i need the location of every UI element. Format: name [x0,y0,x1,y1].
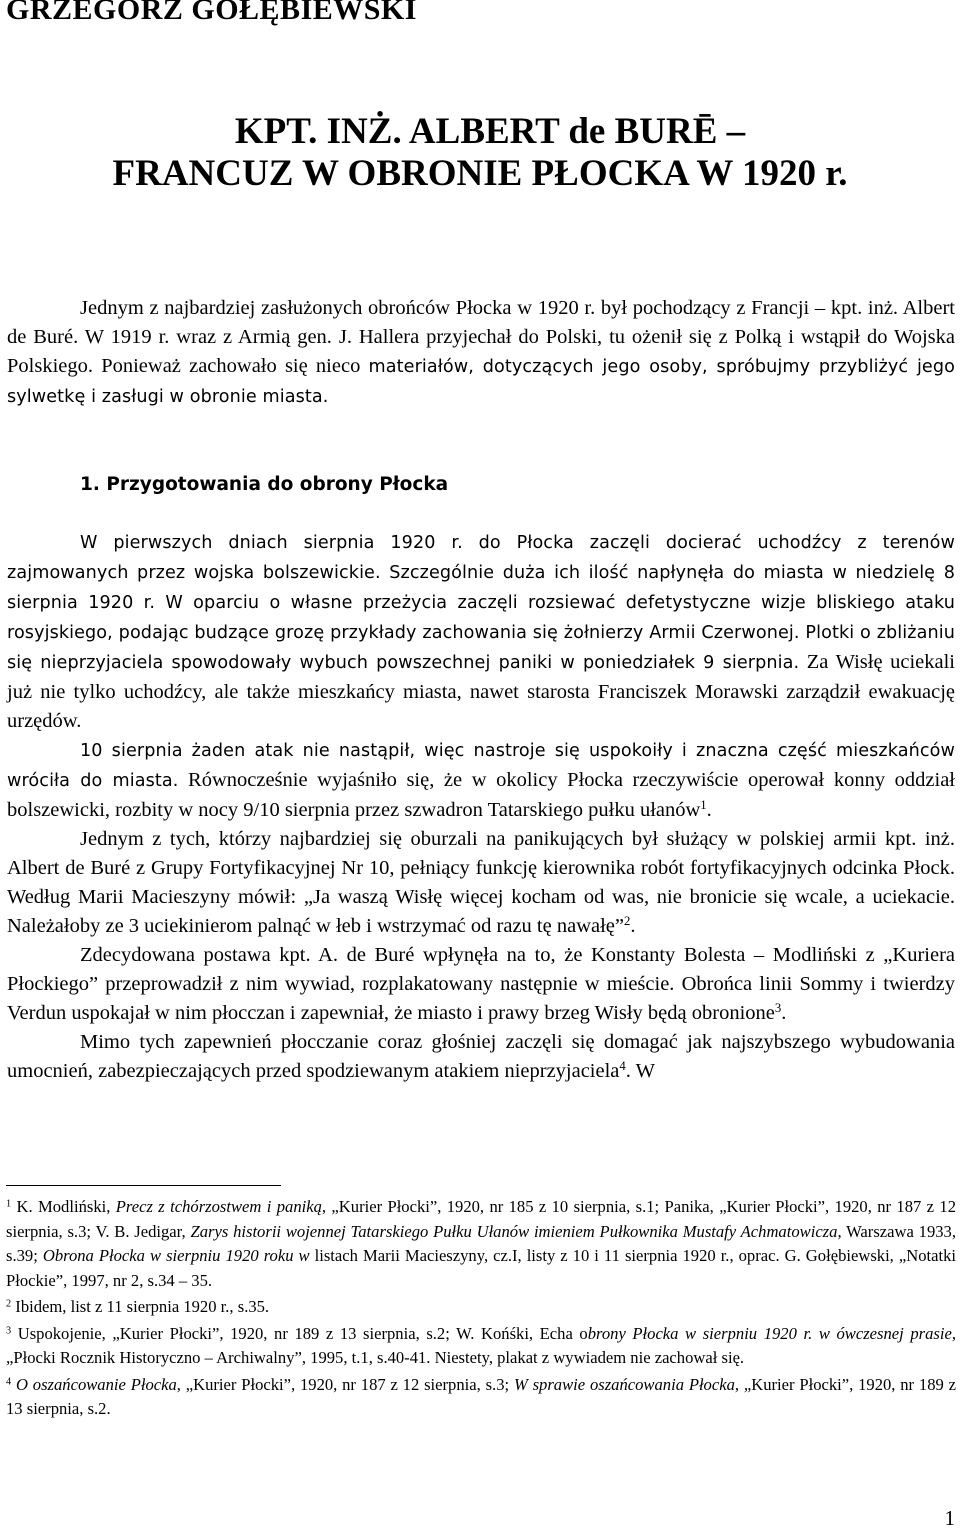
intro-text-serif: Jednym z najbardziej zasłużonych obrońców Płocka w 1920 r. był pochodzący z Francji – kpt. inż. Albert de Buré. W 1919 r. wraz z Armią gen. J. Hallera przyjechał do Polski, tu ożenił się z Polką i wstąpił do Wojska Polskiego. Ponieważ zachowało się nieco [7,297,955,377]
footnote-1-italic-3: Obrona Płocka w sierpniu 1920 roku w [42,1246,310,1265]
paragraph-4 [7,941,955,1028]
paragraph-4-end: . [781,1002,787,1024]
footnote-3 [6,1322,956,1371]
footnote-3-part-a: Uspokojenie, „Kurier Płocki”, 1920, nr 189 z 13 sierpnia, s.2; W. Końśki, Echa o [11,1323,588,1343]
footnote-4-number: 4 [6,1375,12,1387]
footnote-ref-1[interactable]: 1 [700,798,707,813]
footnote-1-part-a: K. Modliński, [11,1197,116,1216]
paragraph-1 [7,528,955,736]
intro-text-sans: materiałów, dotyczących jego osoby, spróbujmy przybliżyć jego sylwetkę i zasługi w obronie miasta. [7,357,955,407]
footnote-divider [6,1185,281,1186]
main-text [7,528,955,1086]
footnote-3-part-b: , „Płocki Rocznik Historyczno – Archiwalny”, 1995, t.1, s.40-41. Niestety, plakat z wywiadem nie zachował się. [6,1323,956,1367]
footnote-4-part-b: , „Kurier Płocki”, 1920, nr 189 z 13 sierpnia, s.2. [6,1374,956,1418]
footnote-2 [6,1295,956,1320]
footnote-1 [6,1195,956,1293]
footnote-1-italic-1: Precz z tchórzostwem i paniką [115,1197,322,1216]
paragraph-2-end: . [706,799,712,821]
paragraph-1-serif: Za Wisłę uciekali już nie tylko uchodźcy, ale także mieszkańcy miasta, nawet starosta Franciszek Morawski zarządził ewakuację urzędów. [7,651,956,732]
footnote-4-part-a: , „Kurier Płocki”, 1920, nr 187 z 12 sierpnia, s.3; [176,1374,514,1394]
paragraph-5 [7,1028,955,1086]
author-name: GRZEGORZ GOŁĘBIEWSKI [6,0,417,26]
section-heading: 1. Przygotowania do obrony Płocka [80,474,449,495]
paragraph-2-sans: 10 sierpnia żaden atak nie nastąpił, więc nastroje się uspokoiły i znaczna część mieszkańców wróciła do miasta. [7,741,955,791]
footnote-3-number: 3 [6,1324,12,1336]
intro-paragraph [7,294,955,412]
footnote-1-part-c: , Warszawa 1933, s.39; [6,1221,956,1265]
footnote-ref-2[interactable]: 2 [624,914,631,929]
paragraph-2 [7,736,955,825]
footnote-4-italic-2: W sprawie oszańcowania Płocka [513,1374,735,1394]
footnote-1-italic-2: Zarys historii wojennej Tatarskiego Pułku Ułanów imieniem Pułkownika Mustafy Achmatowicza [190,1221,838,1241]
paragraph-1-sans: W pierwszych dniach sierpnia 1920 r. do Płocka zaczęli docierać uchodźcy z terenów zajmowanych przez wojska bolszewickie. Szczególnie duża ich ilość napłynęła do miasta w niedzielę 8 sierpnia 1920 r. W oparciu o własne przeżycia zaczęli rozsiewać defetystyczne wizje bliskiego ataku rosyjskiego, podając budzące grozę przykłady zachowania się żołnierzy Armii Czerwonej. Plotki o zbliżaniu się nieprzyjaciela spowodowały wybuch powszechnej paniki w poniedziałek 9 sierpnia. [7,533,955,673]
footnote-2-text: Ibidem, list z 11 sierpnia 1920 r., s.35. [11,1297,270,1316]
paragraph-4-text: Zdecydowana postawa kpt. A. de Buré wpłynęła na to, że Konstanty Bolesta – Modliński z „Kuriera Płockiego” przeprowadził z nim wywiad, rozplakatowany następnie w mieście. Obrońca linii Sommy i twierdzy Verdun uspokajał w nim płocczan i zapewniał, że miasto i prawy brzeg Wisły będą obronione [7,944,955,1024]
article-title-line-1: KPT. INŻ. ALBERT de BURĒ – [234,111,746,152]
footnote-2-number: 2 [6,1298,12,1310]
footnote-ref-4[interactable]: 4 [619,1059,626,1074]
footnotes [6,1195,956,1424]
paragraph-3-text: Jednym z tych, którzy najbardziej się oburzali na panikujących był służący w polskiej armii kpt. inż. Albert de Buré z Grupy Fortyfikacyjnej Nr 10, pełniący funkcję kierownika robót fortyfikacyjnych odcinka Płock. Według Marii Macieszyny mówił: „Ja waszą Wisłę więcej kocham od was, nie bronicie się wcale, a uciekacie. Należałoby ze 3 uciekinierom palnąć w łeb i wstrzymać od razu tę nawałę” [7,828,955,937]
page-number: 1 [944,1506,955,1530]
footnote-ref-3[interactable]: 3 [774,1001,782,1016]
footnote-1-part-b: , „Kurier Płocki”, 1920, nr 185 z 10 sierpnia, s.1; Panika, „Kurier Płocki”, 1920, nr 187 z 12 sierpnia, s.3; V. B. Jedigar, [6,1197,956,1241]
article-title-line-2: FRANCUZ W OBRONIE PŁOCKA W 1920 r. [112,153,848,194]
footnote-1-number: 1 [6,1198,12,1210]
footnote-4-italic-1: O oszańcowanie Płocka [11,1374,177,1394]
footnote-1-part-d: listach Marii Macieszyny, cz.I, listy z 10 i 11 sierpnia 1920 r., oprac. G. Gołębiewski, „Notatki Płockie”, 1997, nr 2, s.34 – 35. [6,1246,956,1290]
paragraph-5-text: Mimo tych zapewnień płocczanie coraz głośniej zaczęli się domagać jak najszybszego wybudowania umocnień, zabezpieczających przed spodziewanym atakiem nieprzyjaciela [7,1031,955,1082]
footnote-3-italic-1: brony Płocka w sierpniu 1920 r. w ówczesnej prasie [587,1323,952,1343]
paragraph-3-end: . [630,915,636,937]
paragraph-3 [7,825,955,941]
footnote-4 [6,1373,956,1422]
paragraph-5-end: . W [625,1060,655,1082]
paragraph-2-serif: Równocześnie wyjaśniło się, że w okolicy Płocka rzeczywiście operował konny oddział bolszewicki, rozbity w nocy 9/10 sierpnia przez szwadron Tatarskiego pułku ułanów [7,769,955,821]
